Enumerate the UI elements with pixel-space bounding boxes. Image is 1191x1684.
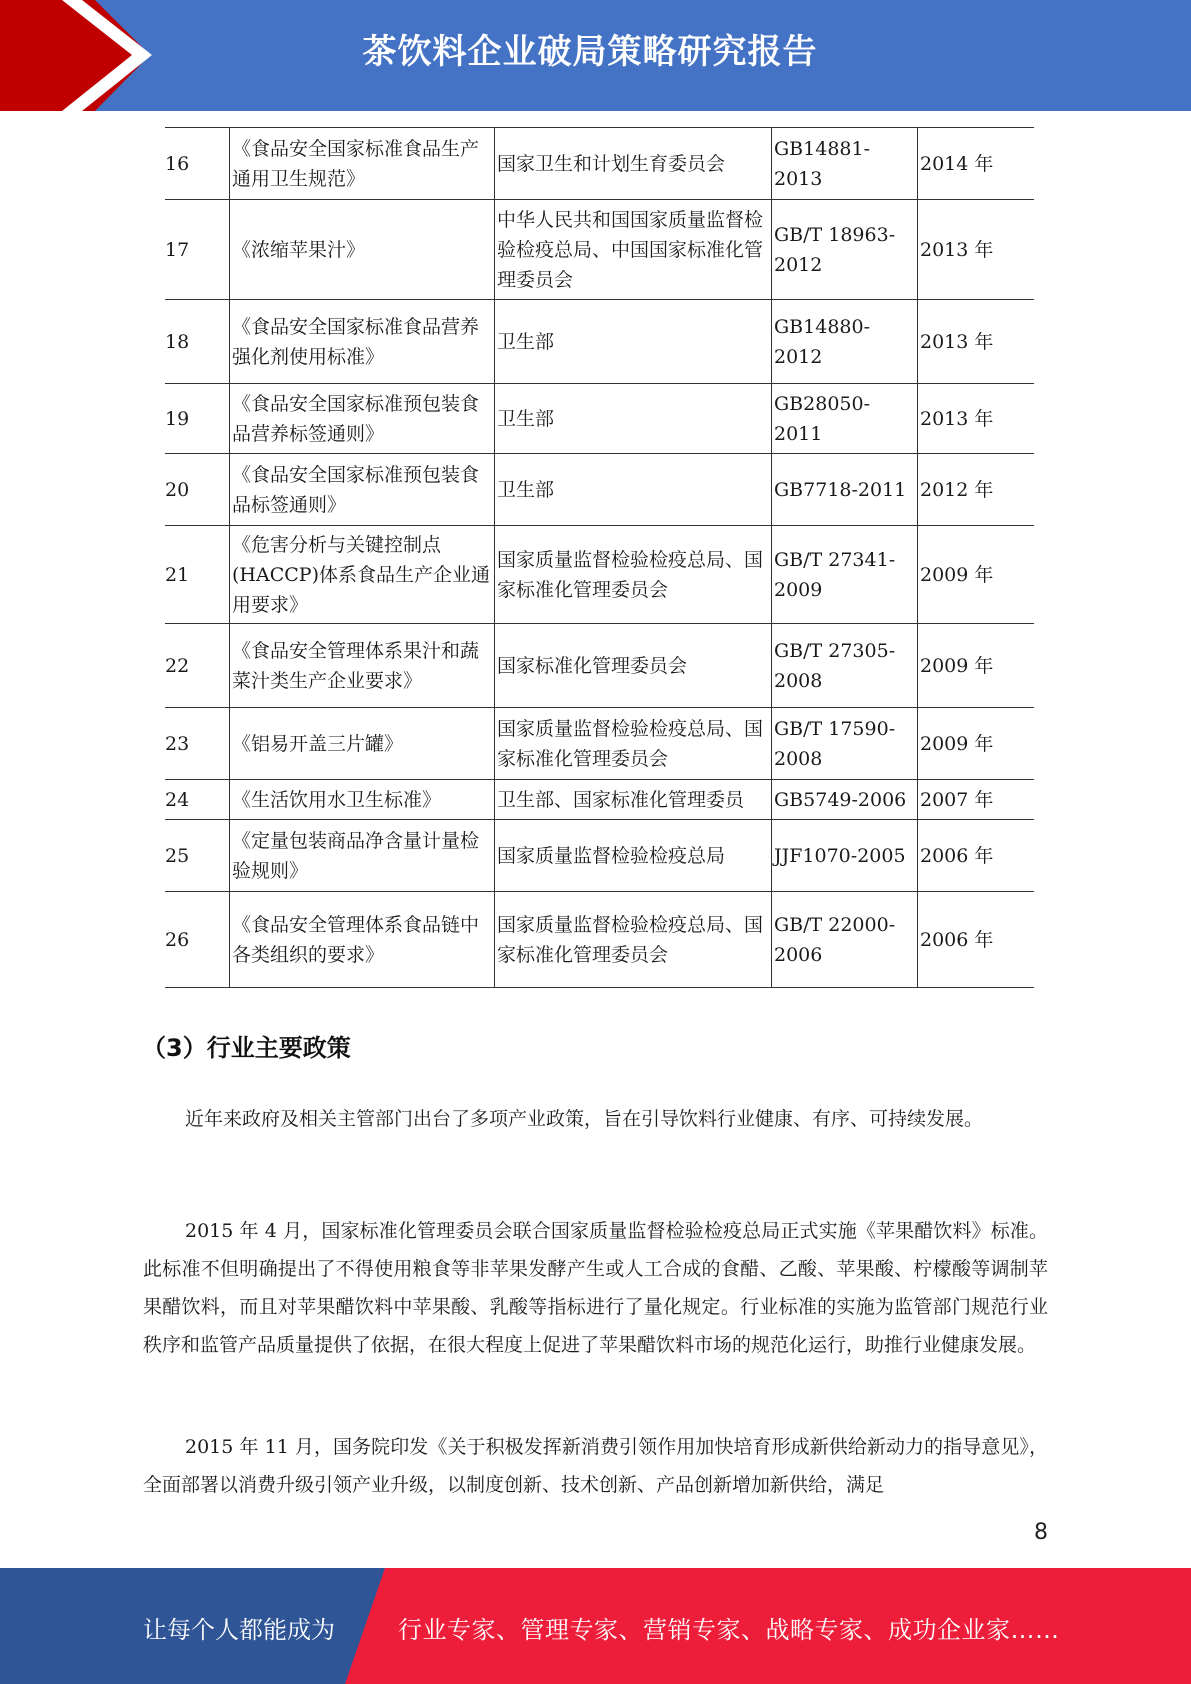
report-title: 茶饮料企业破局策略研究报告	[362, 32, 818, 72]
issuing-org: 卫生部	[495, 454, 772, 526]
table-row	[165, 300, 1034, 384]
header-banner	[0, 0, 1191, 111]
effective-year: 2014 年	[918, 128, 1035, 200]
footer-slogan-right: 行业专家、管理专家、营销专家、战略专家、成功企业家……	[398, 1616, 1060, 1644]
standard-code: GB/T 18963-2012	[772, 200, 918, 300]
row-number: 26	[165, 892, 230, 988]
effective-year: 2013 年	[918, 200, 1035, 300]
table-row	[165, 200, 1034, 300]
row-number: 20	[165, 454, 230, 526]
standards-table	[165, 127, 1034, 988]
row-number: 19	[165, 384, 230, 454]
standard-code: GB/T 22000-2006	[772, 892, 918, 988]
header-red-arrow	[0, 0, 150, 111]
table-row	[165, 780, 1034, 820]
table-row	[165, 892, 1034, 988]
issuing-org: 国家标准化管理委员会	[495, 624, 772, 708]
issuing-org: 国家质量监督检验检疫总局	[495, 820, 772, 892]
standard-name: 《食品安全国家标准预包装食品营养标签通则》	[230, 384, 495, 454]
issuing-org: 国家质量监督检验检疫总局、国家标准化管理委员会	[495, 708, 772, 780]
standard-code: GB14880-2012	[772, 300, 918, 384]
standard-name: 《生活饮用水卫生标准》	[230, 780, 495, 820]
footer-slogan-left: 让每个人都能成为	[143, 1616, 335, 1644]
standard-code: GB28050-2011	[772, 384, 918, 454]
table-row	[165, 820, 1034, 892]
paragraph-apple-vinegar: 2015 年 4 月，国家标准化管理委员会联合国家质量监督检验检疫总局正式实施《苹果醋饮料》标准。此标准不但明确提出了不得使用粮食等非苹果发酵产生或人工合成的食醋、乙酸、苹果酸、柠檬酸等调制苹果醋饮料，而且对苹果醋饮料中苹果酸、乳酸等指标进行了量化规定。行业标准的实施为监管部门规范行业秩序和监管产品质量提供了依据，在很大程度上促进了苹果醋饮料市场的规范化运行，助推行业健康发展。	[143, 1220, 1048, 1356]
standard-name: 《定量包装商品净含量计量检验规则》	[230, 820, 495, 892]
row-number: 18	[165, 300, 230, 384]
standard-code: JJF1070-2005	[772, 820, 918, 892]
row-number: 17	[165, 200, 230, 300]
issuing-org: 国家质量监督检验检疫总局、国家标准化管理委员会	[495, 892, 772, 988]
issuing-org-text: 卫生部、国家标准化管理委员	[497, 788, 745, 811]
standard-code: GB/T 27341-2009	[772, 526, 918, 624]
standard-code: GB5749-2006	[772, 780, 918, 820]
row-number: 16	[165, 128, 230, 200]
section-heading: （3）行业主要政策	[142, 1034, 351, 1062]
effective-year: 2013 年	[918, 384, 1035, 454]
standard-name: 《食品安全管理体系食品链中各类组织的要求》	[230, 892, 495, 988]
standard-name: 《食品安全管理体系果汁和蔬菜汁类生产企业要求》	[230, 624, 495, 708]
table-row	[165, 526, 1034, 624]
effective-year: 2007 年	[918, 780, 1035, 820]
effective-year: 2006 年	[918, 820, 1035, 892]
footer-banner	[0, 1568, 1191, 1684]
standard-code: GB14881-2013	[772, 128, 918, 200]
row-number: 25	[165, 820, 230, 892]
table-row	[165, 624, 1034, 708]
issuing-org: 卫生部	[495, 384, 772, 454]
effective-year: 2006 年	[918, 892, 1035, 988]
row-number: 21	[165, 526, 230, 624]
paragraph-intro: 近年来政府及相关主管部门出台了多项产业政策，旨在引导饮料行业健康、有序、可持续发展。	[185, 1108, 984, 1130]
effective-year: 2009 年	[918, 708, 1035, 780]
table-row	[165, 708, 1034, 780]
row-number: 22	[165, 624, 230, 708]
effective-year: 2013 年	[918, 300, 1035, 384]
issuing-org	[495, 780, 772, 820]
standard-name: 《食品安全国家标准食品生产通用卫生规范》	[230, 128, 495, 200]
standard-code: GB/T 27305-2008	[772, 624, 918, 708]
issuing-org: 国家卫生和计划生育委员会	[495, 128, 772, 200]
standard-code: GB/T 17590-2008	[772, 708, 918, 780]
paragraph-state-council: 2015 年 11 月，国务院印发《关于积极发挥新消费引领作用加快培育形成新供给新动力的指导意见》，全面部署以消费升级引领产业升级，以制度创新、技术创新、产品创新增加新供给，满足	[143, 1436, 1048, 1496]
standard-name: 《铝易开盖三片罐》	[230, 708, 495, 780]
table-row	[165, 128, 1034, 200]
standard-name: 《食品安全国家标准食品营养强化剂使用标准》	[230, 300, 495, 384]
standard-name: 《浓缩苹果汁》	[230, 200, 495, 300]
table-row	[165, 454, 1034, 526]
standard-name: 《食品安全国家标准预包装食品标签通则》	[230, 454, 495, 526]
page-number: 8	[1034, 1520, 1048, 1545]
issuing-org: 中华人民共和国国家质量监督检验检疫总局、中国国家标准化管理委员会	[495, 200, 772, 300]
issuing-org: 卫生部	[495, 300, 772, 384]
standard-name: 《危害分析与关键控制点(HACCP)体系食品生产企业通用要求》	[230, 526, 495, 624]
table-row	[165, 384, 1034, 454]
effective-year: 2009 年	[918, 526, 1035, 624]
issuing-org: 国家质量监督检验检疫总局、国家标准化管理委员会	[495, 526, 772, 624]
row-number: 24	[165, 780, 230, 820]
standard-code: GB7718-2011	[772, 454, 918, 526]
effective-year: 2012 年	[918, 454, 1035, 526]
effective-year: 2009 年	[918, 624, 1035, 708]
row-number: 23	[165, 708, 230, 780]
